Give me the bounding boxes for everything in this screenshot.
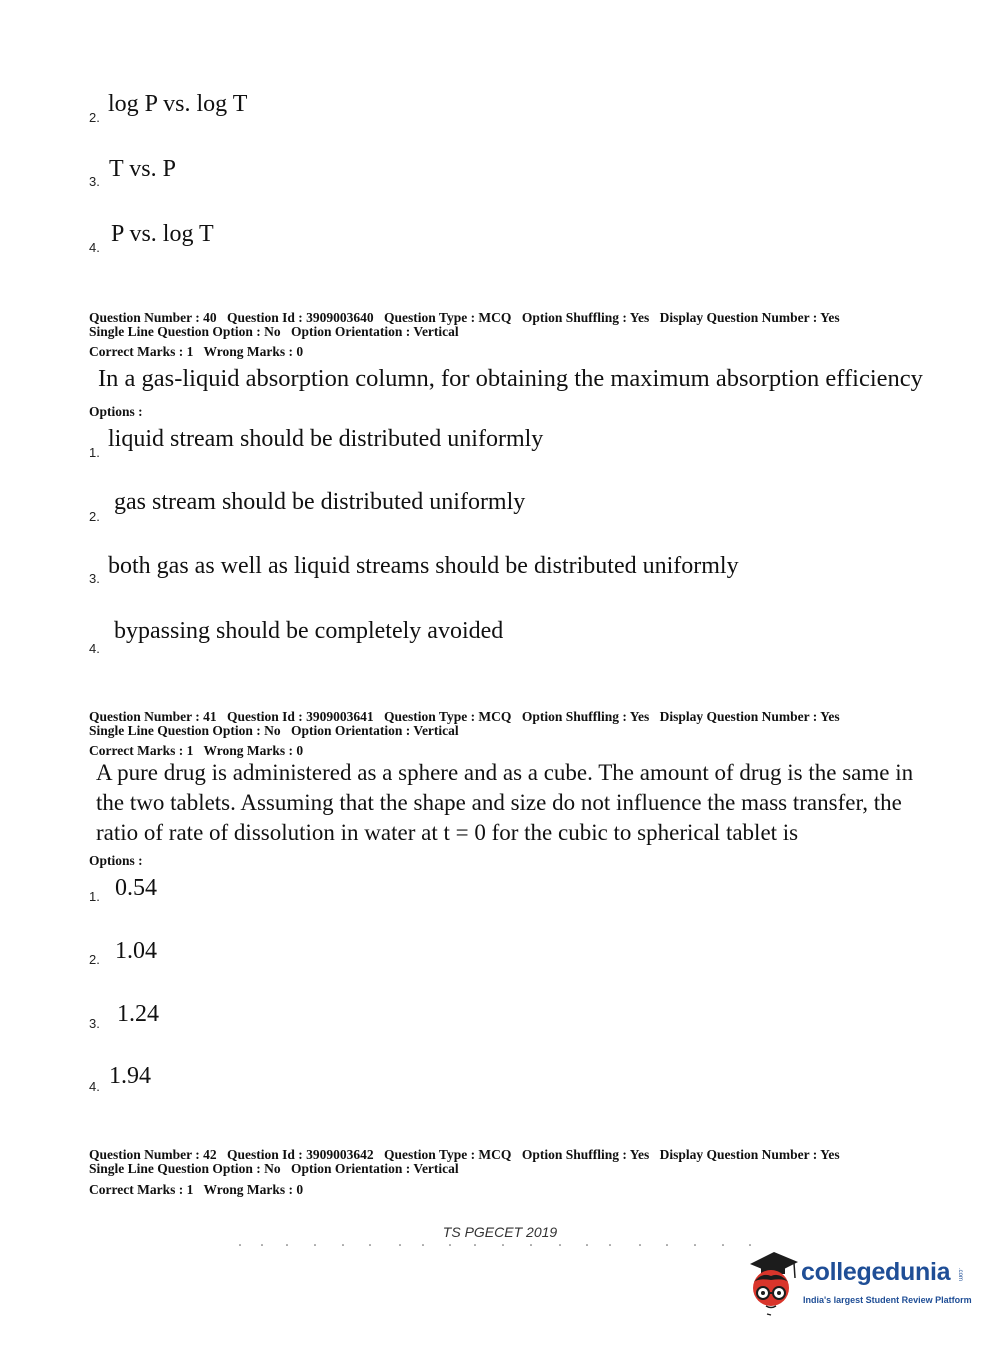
question-number: Question Number : 42 [89,1147,217,1162]
option-text: T vs. P [109,156,176,182]
single-line-option: Single Line Question Option : No [89,723,281,738]
option-text: 1.04 [115,938,157,964]
option-number: 2. [89,952,100,967]
footer-dotted-line [235,1243,755,1247]
option-text: liquid stream should be distributed uniformly [108,426,544,452]
logo-wordmark: collegedunia [801,1258,951,1286]
option-text: bypassing should be completely avoided [114,618,504,644]
single-line-option: Single Line Question Option : No [89,1161,281,1176]
option-number: 1. [89,445,100,460]
option-number: 4. [89,1079,100,1094]
display-question-number: Display Question Number : Yes [659,1147,840,1162]
option-orientation: Option Orientation : Vertical [291,723,459,738]
question-meta-line1 [89,1147,847,1162]
option-number: 4. [89,240,100,255]
option-shuffling: Option Shuffling : Yes [521,1147,650,1162]
options-label: Options : [89,853,143,868]
option-shuffling: Option Shuffling : Yes [521,709,650,724]
option-text: gas stream should be distributed uniformly [114,489,526,515]
option-number: 3. [89,1016,100,1031]
collegedunia-logo [740,1248,970,1318]
question-id: Question Id : 3909003640 [227,310,374,325]
question-id: Question Id : 3909003641 [227,709,374,724]
option-number: 3. [89,571,100,586]
option-text: 1.24 [117,1001,159,1027]
question-number: Question Number : 41 [89,709,217,724]
option-number: 2. [89,509,100,524]
option-number: 3. [89,174,100,189]
option-text: both gas as well as liquid streams should be distributed uniformly [108,553,739,579]
option-text: 0.54 [115,875,157,901]
option-orientation: Option Orientation : Vertical [291,324,459,339]
display-question-number: Display Question Number : Yes [659,310,840,325]
footer-title: TS PGECET 2019 [442,1224,558,1240]
logo-domain: .com [957,1268,963,1282]
question-type: Question Type : MCQ [384,1147,512,1162]
question-meta-line2 [89,324,466,339]
logo-tagline: India's largest Student Review Platform [803,1295,972,1305]
option-number: 4. [89,641,100,656]
question-number: Question Number : 40 [89,310,217,325]
option-text: log P vs. log T [108,91,248,117]
marks-line [89,1182,310,1197]
correct-marks: Correct Marks : 1 [89,344,194,359]
question-meta-line1 [89,709,847,724]
question-meta-line1 [89,310,847,325]
question-text-line: ratio of rate of dissolution in water at t = 0 for the cubic to spherical tablet is [96,820,799,845]
single-line-option: Single Line Question Option : No [89,324,281,339]
question-text-line: the two tablets. Assuming that the shape and size do not influence the mass transfer, the [96,790,902,815]
question-type: Question Type : MCQ [384,310,512,325]
option-text: 1.94 [109,1063,151,1089]
marks-line [89,344,310,359]
wrong-marks: Wrong Marks : 0 [203,1182,304,1197]
display-question-number: Display Question Number : Yes [659,709,840,724]
option-number: 2. [89,110,100,125]
marks-line [89,743,310,758]
correct-marks: Correct Marks : 1 [89,743,194,758]
options-label: Options : [89,404,143,419]
option-shuffling: Option Shuffling : Yes [521,310,650,325]
question-type: Question Type : MCQ [384,709,512,724]
option-number: 1. [89,889,100,904]
option-orientation: Option Orientation : Vertical [291,1161,459,1176]
correct-marks: Correct Marks : 1 [89,1182,194,1197]
question-id: Question Id : 3909003642 [227,1147,374,1162]
wrong-marks: Wrong Marks : 0 [203,344,304,359]
question-text-line: A pure drug is administered as a sphere and as a cube. The amount of drug is the same in [96,760,914,785]
question-text: In a gas-liquid absorption column, for obtaining the maximum absorption efficiency [98,365,923,392]
option-text: P vs. log T [111,221,214,247]
question-meta-line2 [89,1161,466,1176]
wrong-marks: Wrong Marks : 0 [203,743,304,758]
question-meta-line2 [89,723,466,738]
mascot-icon [740,1248,802,1318]
